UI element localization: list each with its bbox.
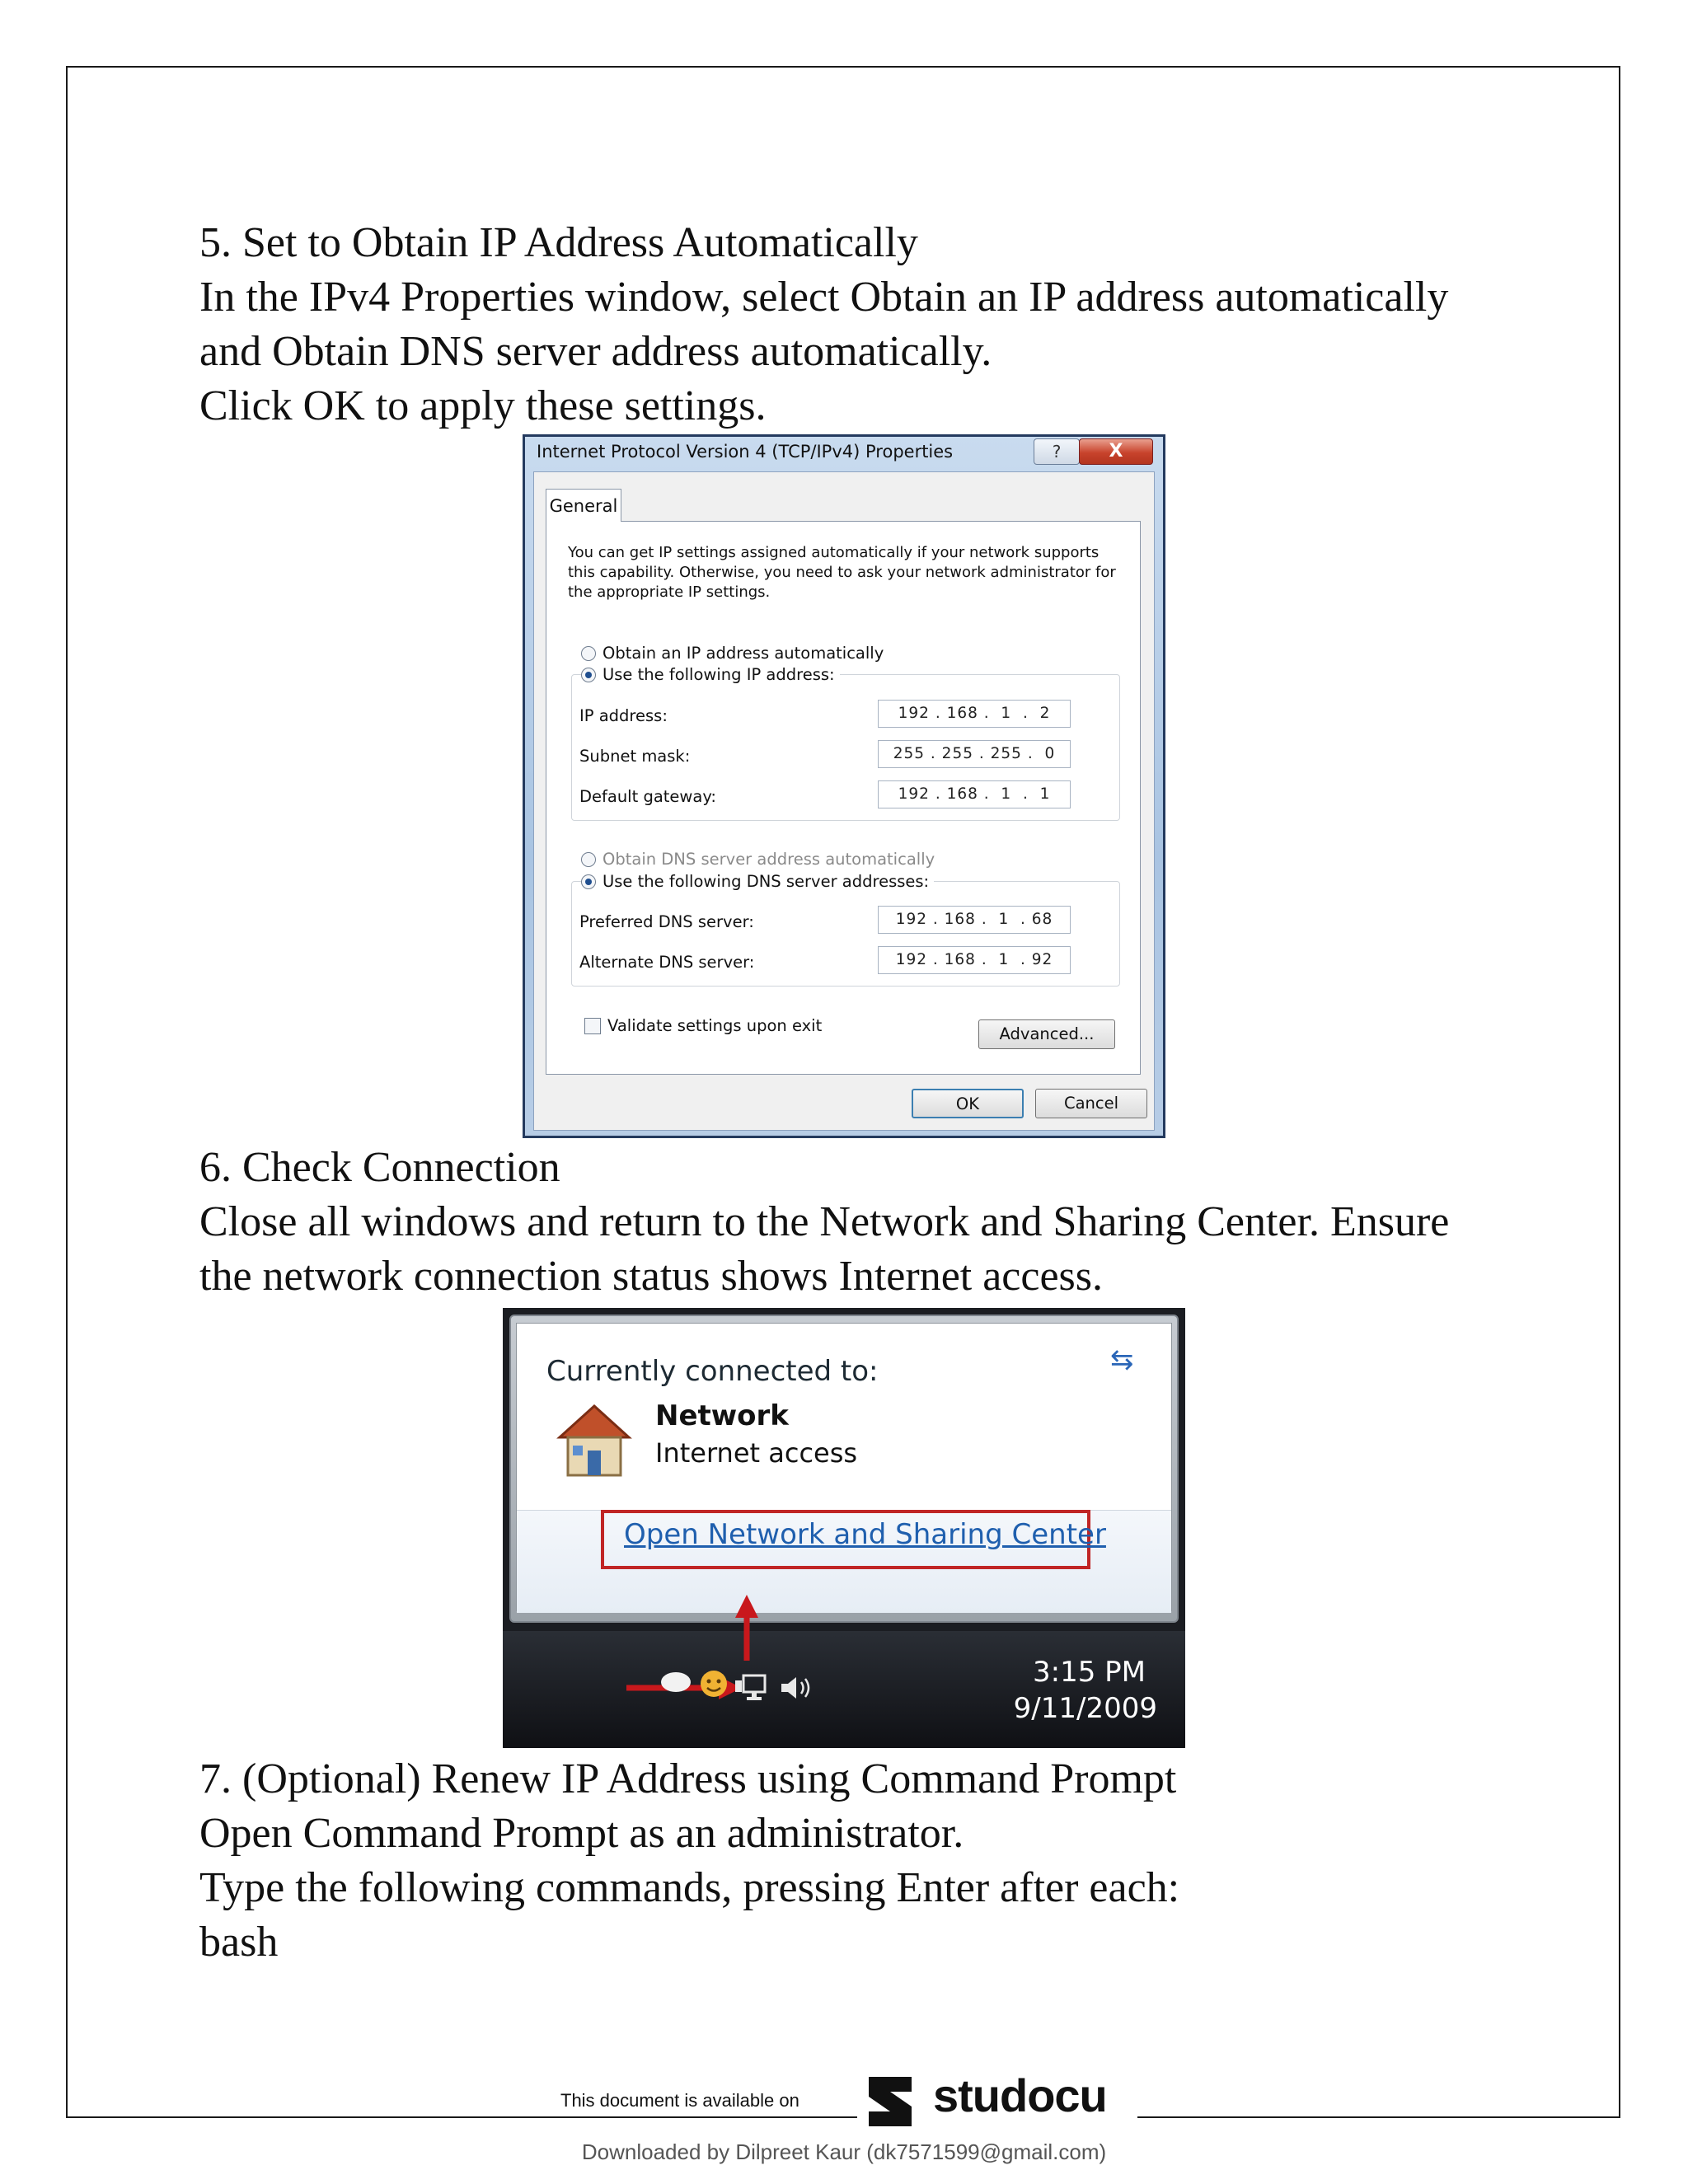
radio-circle[interactable] [581,852,596,867]
preferred-dns-label: Preferred DNS server: [579,912,754,931]
dialog-title: Internet Protocol Version 4 (TCP/IPv4) Properties [537,442,954,462]
close-button[interactable]: X [1079,438,1153,465]
radio-circle-selected[interactable] [581,668,596,682]
step-6-line-1: Close all windows and return to the Network and Sharing Center. Ensure [199,1198,1450,1245]
step-5-line-1: In the IPv4 Properties window, select Obtain an IP address automatically [199,274,1449,321]
ok-button[interactable]: OK [912,1089,1024,1118]
radio-obtain-ip-auto[interactable] [581,644,884,663]
network-status: Internet access [655,1437,858,1469]
connected-to-label: Currently connected to: [546,1355,879,1388]
radio-use-following-dns[interactable] [581,872,934,891]
step-5-text [199,216,1448,434]
step-6-text [199,1141,1449,1304]
clock-time[interactable]: 3:15 PM [1033,1656,1146,1689]
tray-bubble-icon[interactable] [659,1671,692,1695]
radio-use-following-ip[interactable] [581,665,840,684]
studocu-logo-icon [857,2069,926,2135]
ipv4-properties-dialog [523,434,1165,1138]
step-5-title: 5. Set to Obtain IP Address Automatically [199,219,918,266]
subnet-mask-label: Subnet mask: [579,747,691,766]
step-7-line-1: Open Command Prompt as an administrator. [199,1810,964,1857]
help-button[interactable]: ? [1034,438,1080,465]
network-status-popup [503,1308,1185,1748]
radio-label: Use the following DNS server addresses: [603,872,930,891]
radio-obtain-dns-auto[interactable] [581,850,935,869]
step-7-title: 7. (Optional) Renew IP Address using Command Prompt [199,1755,1177,1802]
step-5-line-2: and Obtain DNS server address automatically. [199,328,992,375]
available-on-text: This document is available on [560,2090,799,2111]
default-gateway-field[interactable]: 192 . 168 . 1 . 1 [878,780,1071,808]
radio-circle[interactable] [581,646,596,661]
radio-label: Obtain DNS server address automatically [603,850,935,869]
validate-label: Validate settings upon exit [607,1016,823,1035]
clock-date[interactable]: 9/11/2009 [1013,1692,1157,1725]
ip-address-field[interactable]: 192 . 168 . 1 . 2 [878,700,1071,728]
cancel-button[interactable]: Cancel [1035,1089,1147,1118]
radio-label: Use the following IP address: [603,665,835,684]
download-credit: Downloaded by Dilpreet Kaur (dk7571599@gmail.com) [581,2139,1107,2164]
volume-icon[interactable] [778,1674,814,1702]
validate-checkbox-row[interactable] [584,1016,822,1035]
alternate-dns-label: Alternate DNS server: [579,953,755,972]
open-network-sharing-link[interactable]: Open Network and Sharing Center [624,1518,1106,1551]
step-6-line-2: the network connection status shows Internet access. [199,1253,1104,1300]
validate-checkbox[interactable] [584,1018,601,1034]
tab-general[interactable]: General [546,489,621,522]
dialog-body [533,471,1155,1131]
ip-address-label: IP address: [579,706,668,725]
general-panel [546,521,1141,1075]
radio-label: Obtain an IP address automatically [603,644,884,663]
step-7-line-2: Type the following commands, pressing Enter after each: [199,1864,1180,1911]
step-7-line-3: bash [199,1919,279,1966]
alternate-dns-field[interactable]: 192 . 168 . 1 . 92 [878,946,1071,974]
default-gateway-label: Default gateway: [579,787,717,806]
intro-text: You can get IP settings assigned automatically if your network supports this capability. Otherwise, you need to ask your network administrator for the appropriate IP settings. [568,544,1116,601]
network-tray-icon[interactable] [734,1672,768,1705]
advanced-button[interactable]: Advanced... [978,1019,1115,1049]
preferred-dns-field[interactable]: 192 . 168 . 1 . 68 [878,906,1071,934]
tray-messenger-icon[interactable] [697,1667,730,1700]
step-6-title: 6. Check Connection [199,1144,560,1191]
refresh-icon[interactable]: ⇆ [1110,1343,1134,1376]
subnet-mask-field[interactable]: 255 . 255 . 255 . 0 [878,740,1071,768]
radio-circle-selected[interactable] [581,874,596,889]
step-5-line-3: Click OK to apply these settings. [199,382,767,429]
step-7-text [199,1752,1179,1970]
network-name: Network [655,1399,789,1432]
studocu-wordmark: studocu [933,2069,1107,2121]
